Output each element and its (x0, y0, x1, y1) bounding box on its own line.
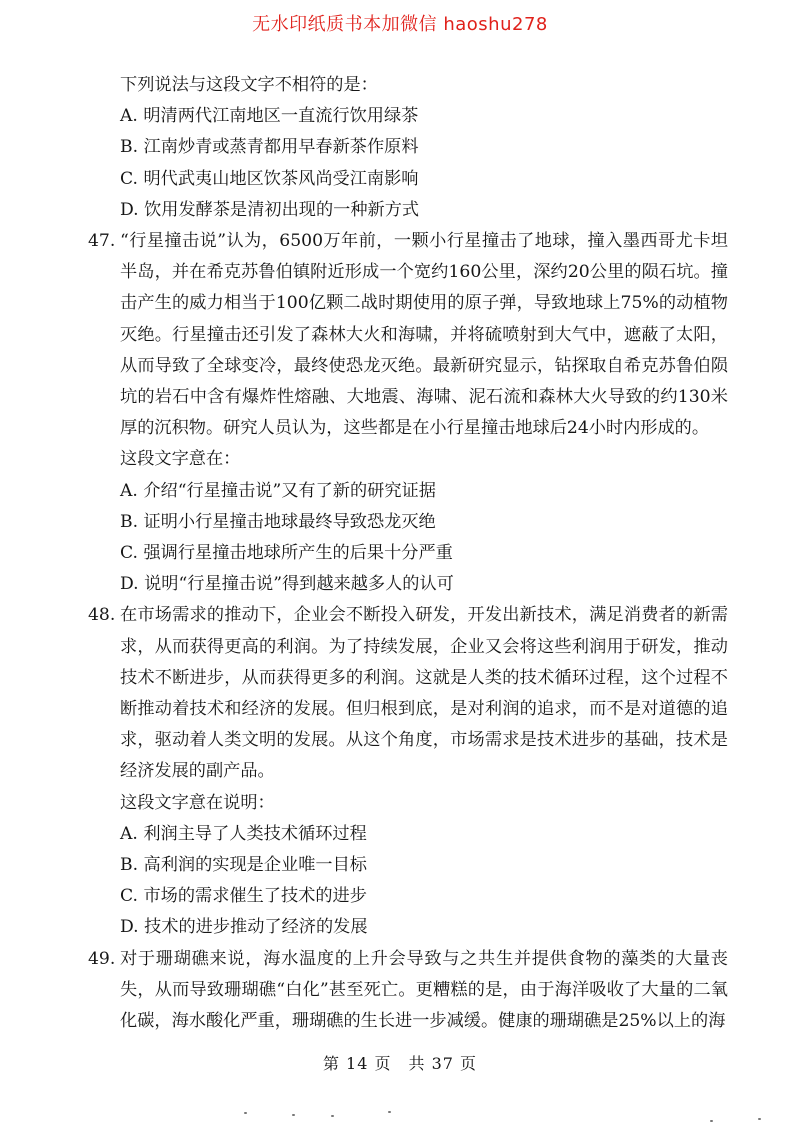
scan-speck (244, 1112, 247, 1114)
q46-option-b: B. 江南炒青或蒸青都用早春新茶作原料 (120, 137, 419, 158)
scan-speck (710, 1120, 713, 1122)
question-49 (88, 944, 728, 1038)
q48-option-a: A. 利润主导了人类技术循环过程 (120, 823, 367, 844)
scan-noise (0, 1098, 800, 1128)
q46-option-c: C. 明代武夷山地区饮茶风尚受江南影响 (120, 168, 419, 189)
q46-prompt: 下列说法与这段文字不相符的是： (120, 75, 378, 95)
q48-prompt: 这段文字意在说明： (120, 792, 275, 813)
question-48 (88, 600, 728, 787)
question-48-number: 48. (88, 605, 116, 626)
scan-speck (331, 1115, 334, 1117)
q48-option-c: C. 市场的需求催生了技术的进步 (120, 886, 367, 907)
question-47 (88, 226, 728, 444)
q47-option-c: C. 强调行星撞击地球所产生的后果十分严重 (120, 543, 453, 564)
question-47-number: 47. (88, 231, 116, 252)
q47-option-a: A. 介绍“行星撞击说”又有了新的研究证据 (120, 480, 436, 501)
question-49-number: 49. (88, 948, 116, 969)
q48-option-d: D. 技术的进步推动了经济的发展 (120, 917, 368, 938)
q46-option-a: A. 明清两代江南地区一直流行饮用绿茶 (120, 106, 419, 127)
question-48-passage: 在市场需求的推动下，企业会不断投入研发，开发出新技术，满足消费者的新需求，从而获得更高的利润。为了持续发展，企业又会将这些利润用于研发，推动技术不断进步，从而获得更多的利润。这就是人类的技术循环过程，这个过程不断推动着技术和经济的发展。但归根到底，是对利润的追求，而不是对道德的追求，驱动着人类文明的发展。从这个角度，市场需求是技术进步的基础，技术是经济发展的副产品。 (120, 605, 728, 782)
question-47-passage: “行星撞击说”认为，6500万年前，一颗小行星撞击了地球，撞入墨西哥尤卡坦半岛，并在希克苏鲁伯镇附近形成一个宽约160公里，深约20公里的陨石坑。撞击产生的威力相当于100亿颗二战时期使用的原子弹，导致地球上75%的动植物灭绝。行星撞击还引发了森林大火和海啸，并将硫喷射到大气中，遮蔽了太阳，从而导致了全球变冷，最终使恐龙灭绝。最新研究显示，钻探取自希克苏鲁伯陨坑的岩石中含有爆炸性熔融、大地震、海啸、泥石流和森林大火导致的约130米厚的沉积物。研究人员认为，这些都是在小行星撞击地球后24小时内形成的。 (120, 231, 728, 439)
q47-option-b: B. 证明小行星撞击地球最终导致恐龙灭绝 (120, 511, 436, 532)
scan-speck (388, 1111, 391, 1113)
page-footer: 第 14 页 共 37 页 (322, 1054, 478, 1073)
watermark-text: 无水印纸质书本加微信 haoshu278 (252, 14, 548, 35)
q46-option-d: D. 饮用发酵茶是清初出现的一种新方式 (120, 199, 420, 220)
question-49-passage: 对于珊瑚礁来说，海水温度的上升会导致与之共生并提供食物的藻类的大量丧失，从而导致珊瑚礁“白化”甚至死亡。更糟糕的是，由于海洋吸收了大量的二氧化碳，海水酸化严重，珊瑚礁的生长进一步减缓。健康的珊瑚礁是25%以上的海 (120, 948, 728, 1032)
q48-option-b: B. 高利润的实现是企业唯一目标 (120, 855, 367, 876)
scan-speck (292, 1114, 295, 1116)
document-body (88, 70, 728, 1037)
scan-speck (758, 1118, 761, 1120)
q47-option-d: D. 说明“行星撞击说”得到越来越多人的认可 (120, 574, 454, 595)
q47-prompt: 这段文字意在： (120, 449, 241, 470)
